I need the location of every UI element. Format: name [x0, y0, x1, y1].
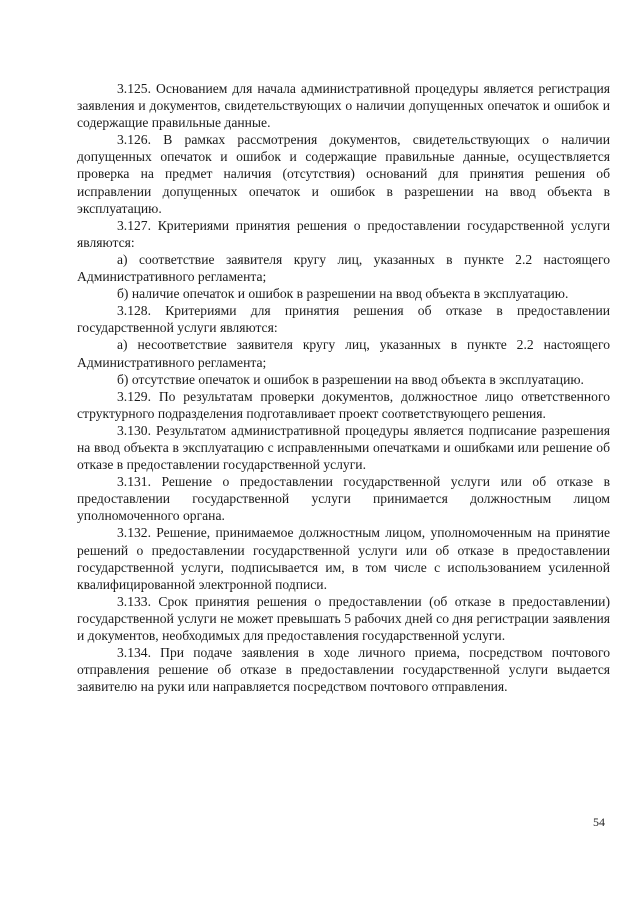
- paragraph-3-133: 3.133. Срок принятия решения о предоставлении (об отказе в предоставлении) государственной услуги не может превышать 5 рабочих дней со дня регистрации заявления и документов, необходимых для предоставления государственной услуги.: [77, 593, 610, 643]
- page-number: 54: [593, 815, 605, 829]
- paragraph-3-128: 3.128. Критериями для принятия решения об отказе в предоставлении государственной услуги являются:: [77, 303, 610, 336]
- paragraph-3-128-a: а) несоответствие заявителя кругу лиц, указанных в пункте 2.2 настоящего Административного регламента;: [77, 337, 610, 370]
- paragraph-3-127-b: б) наличие опечаток и ошибок в разрешении на ввод объекта в эксплуатацию.: [117, 286, 569, 302]
- document-body: [77, 80, 610, 695]
- paragraph-3-130: 3.130. Результатом административной процедуры является подписание разрешения на ввод объекта в эксплуатацию с исправленными опечатками и ошибками или решение об отказе в предоставлении государственной услуги.: [77, 422, 610, 473]
- paragraph-3-134: 3.134. При подаче заявления в ходе личного приема, посредством почтового отправления решение об отказе в предоставлении государственной услуги выдается заявителю на руки или направляется посредством почтового отправления.: [77, 645, 610, 695]
- paragraph-3-128-b: б) отсутствие опечаток и ошибок в разрешении на ввод объекта в эксплуатацию.: [117, 371, 584, 387]
- paragraph-3-132: 3.132. Решение, принимаемое должностным лицом, уполномоченным на принятие решений о предоставлении государственной услуги или об отказе в предоставлении государственной услуги, подписывается им, в том числе с использованием усиленной квалифицированной электронной подписи.: [77, 525, 610, 592]
- paragraph-3-126: 3.126. В рамках рассмотрения документов, свидетельствующих о наличии допущенных опечаток и ошибок и содержащие правильные данные, осуществляется проверка на предмет наличия (отсутствия) оснований для принятия решения об исправлении допущенных опечаток и ошибок в разрешении на ввод объекта в эксплуатацию.: [77, 132, 610, 216]
- paragraph-3-125: 3.125. Основанием для начала административной процедуры является регистрация заявления и документов, свидетельствующих о наличии допущенных опечаток и ошибок и содержащие правильные данные.: [77, 81, 610, 131]
- paragraph-3-127-a: а) соответствие заявителя кругу лиц, указанных в пункте 2.2 настоящего Административного регламента;: [77, 251, 610, 285]
- paragraph-3-127: 3.127. Критериями принятия решения о предоставлении государственной услуги являются:: [77, 217, 610, 250]
- paragraph-3-131: 3.131. Решение о предоставлении государственной услуги или об отказе в предоставлении государственной услуги принимается должностным лицом уполномоченного органа.: [77, 474, 610, 524]
- paragraph-3-129: 3.129. По результатам проверки документов, должностное лицо ответственного структурного подразделения подготавливает проект соответствующего решения.: [77, 388, 610, 421]
